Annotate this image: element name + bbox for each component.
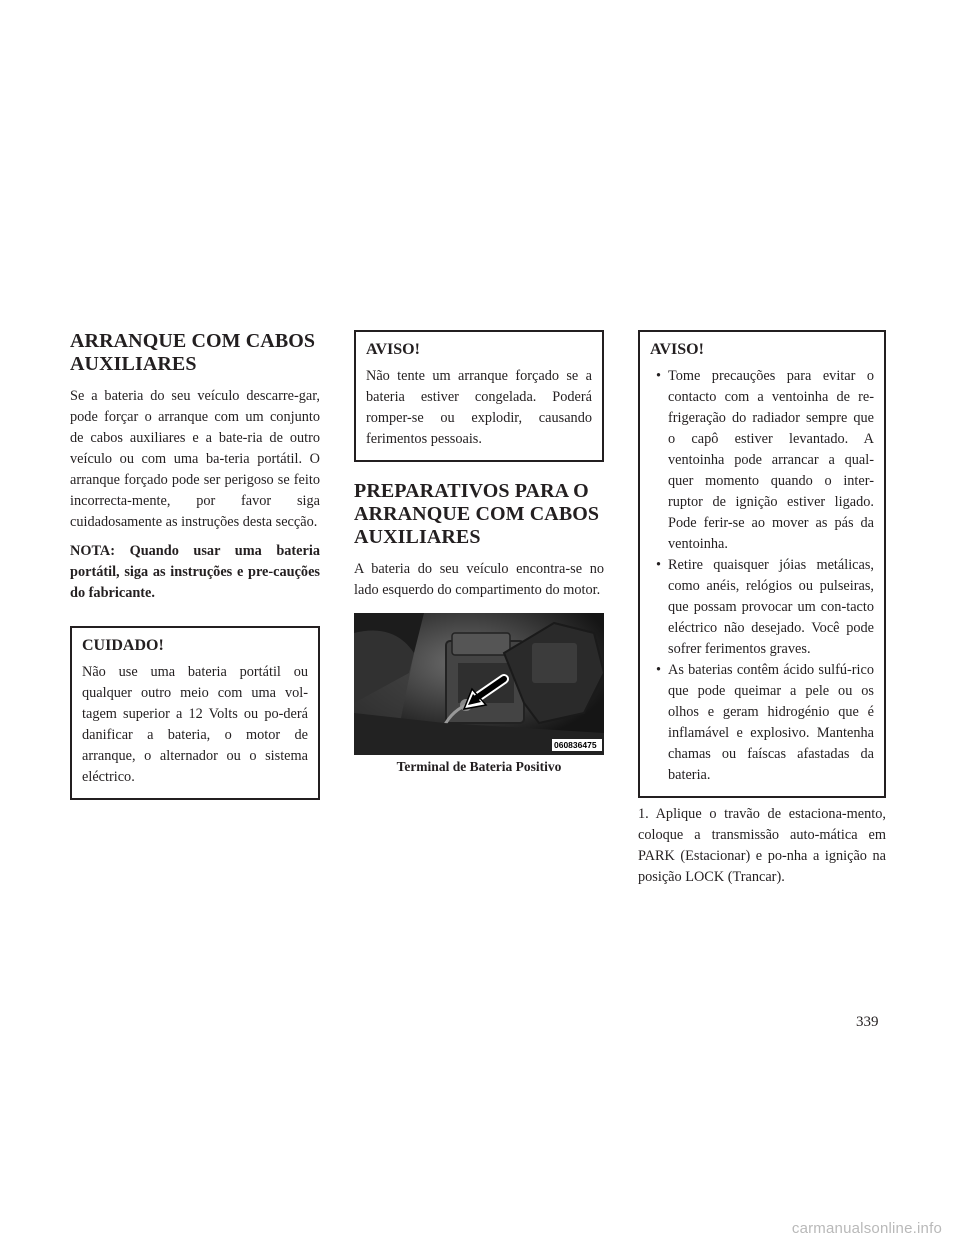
warning-box-frozen [354,330,604,462]
page-number: 339 [856,1014,879,1030]
section-heading-preparations: PREPARATIVOS PARA O ARRANQUE COM CABOS AUXILIARES [354,480,600,548]
column-2 [354,330,604,775]
engine-bay-illustration [354,613,604,755]
column-1 [70,330,320,800]
warning-title: AVISO! [650,341,704,358]
photo-code: 060836475 [554,740,597,750]
bullet-icon: • [656,662,662,678]
warning-item: • Retire quaisquer jóias metálicas, como anéis, relógios ou pulseiras, que possam provocar um con-tacto eléctrico não desejado. Você pode sofrer ferimentos graves. [656,557,874,657]
bullet-icon: • [656,557,662,573]
warning-box-precautions [638,330,886,798]
caution-text: Não use uma bateria portátil ou qualquer outro meio com uma vol-tagem superior a 12 Volts ou po-derá danificar a bateria, o motor de arranque, o alternador ou o sistema eléctrico. [82,664,308,785]
bullet-icon: • [656,368,662,384]
warning-text: Não tente um arranque forçado se a bateria estiver congelada. Poderá romper-se ou explodir, causando ferimentos pessoais. [366,368,592,447]
caution-box [70,626,320,800]
step-1-paragraph: 1. Aplique o travão de estaciona-mento, coloque a transmissão auto-mática em PARK (Estacionar) e po-nha a ignição na posição LOCK (Trancar). [638,806,886,885]
battery-location-paragraph: A bateria do seu veículo encontra-se no lado esquerdo do compartimento do motor. [354,561,604,598]
caution-title: CUIDADO! [82,637,164,654]
warning-item: • Tome precauções para evitar o contacto com a ventoinha de re-frigeração do radiador sempre que o capô estiver levantado. A ventoinha pode arrancar a qual-quer momento quando o inter-ruptor de ignição estiver ligado. Pode ferir-se ao mover as pás da ventoinha. [656,368,874,552]
column-3 [638,330,886,888]
intro-paragraph: Se a bateria do seu veículo descarre-gar, pode forçar o arranque com um conjunto de cabos auxiliares e a bate-ria de outro veículo ou com uma ba-teria portátil. O arranque forçado pode ser perigoso se feito incorrecta-mente, por favor siga cuidadosamente as instruções desta secção. [70,388,320,530]
warning-title: AVISO! [366,341,420,358]
engine-bay-photo [354,613,604,755]
watermark: carmanualsonline.info [791,1220,942,1237]
warning-item: • As baterias contêm ácido sulfú-rico que pode queimar a pele ou os olhos e geram hidrogénio que é inflamável e explosivo. Mantenha chamas ou faíscas afastadas da bateria. [656,662,874,783]
warning-list [650,366,874,786]
note-paragraph: NOTA: Quando usar uma bateria portátil, siga as instruções e pre-cauções do fabricante. [70,543,320,601]
photo-caption: Terminal de Bateria Positivo [396,759,562,774]
section-heading-jump-start: ARRANQUE COM CABOS AUXILIARES [70,330,316,375]
